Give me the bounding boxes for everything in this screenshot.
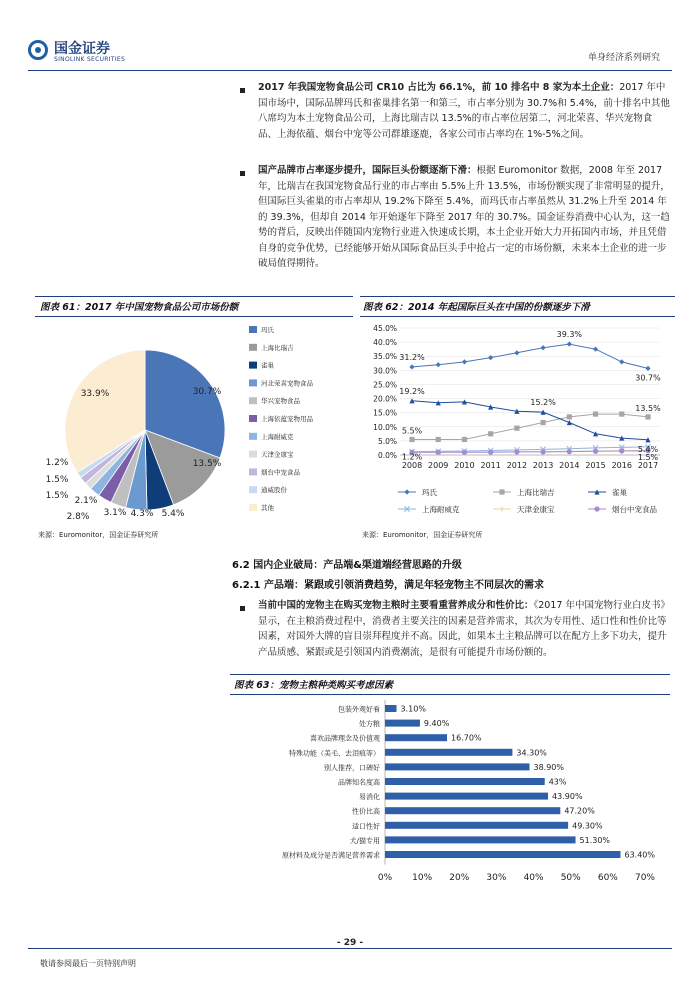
bar-value-label: 49.30%	[572, 821, 603, 831]
bullet-paragraph-3	[258, 598, 670, 660]
line-point	[593, 411, 598, 416]
category-label: 包装外观好看	[338, 705, 380, 714]
x-tick-label: 2010	[454, 461, 475, 470]
y-tick-label: 10.0%	[373, 422, 397, 432]
figure-rule	[35, 316, 353, 317]
legend-swatch	[249, 468, 257, 475]
report-series: 单身经济系列研究	[587, 53, 660, 63]
bar	[385, 749, 512, 756]
figure-rule	[35, 296, 353, 297]
line-point	[436, 362, 441, 367]
line-point	[514, 350, 519, 355]
bullet-icon	[240, 88, 245, 93]
line-point	[409, 437, 414, 442]
line-point	[567, 449, 572, 454]
line-chart	[360, 320, 675, 525]
bullet-paragraph-1	[258, 80, 670, 142]
brand-name-en: SINOLINK SECURITIES	[54, 56, 126, 63]
legend-label: 玛氏	[422, 488, 437, 497]
line-point	[514, 449, 519, 454]
legend-swatch	[249, 326, 257, 333]
x-tick-label: 70%	[634, 873, 656, 883]
legend-label: 通威股份	[261, 486, 287, 495]
line-point	[488, 450, 493, 455]
line-point	[619, 448, 624, 453]
category-label: 性价比高	[352, 807, 380, 816]
pie-data-label: 1.5%	[45, 475, 69, 485]
category-label: 易消化	[359, 793, 380, 802]
x-tick-label: 2013	[532, 461, 554, 470]
bar-series	[282, 705, 655, 860]
subsection-heading: 6.2.1 产品端：紧跟或引领消费趋势，满足年轻宠物主不同层次的需求	[232, 580, 544, 591]
line-data-label: 15.2%	[530, 398, 556, 408]
bullet-paragraph-2	[258, 163, 670, 272]
bar	[385, 763, 529, 770]
legend-swatch	[249, 379, 257, 386]
legend-swatch	[249, 415, 257, 422]
line-data-label: 31.2%	[399, 352, 425, 362]
bullet-lead: 当前中国的宠物主在购买宠物主粮时主要看重营养成分和性价比：	[258, 600, 534, 611]
bar-value-label: 34.30%	[516, 748, 547, 758]
line-point	[404, 489, 409, 494]
legend-swatch	[249, 344, 257, 351]
figure-62-source: 来源：Euromonitor，国金证券研究所	[362, 531, 483, 539]
bar	[385, 720, 420, 727]
line-point	[593, 347, 598, 352]
figure-rule	[230, 694, 670, 695]
pie-data-label: 2.8%	[66, 512, 90, 522]
x-tick-label: 20%	[449, 873, 470, 883]
pie-slices	[65, 350, 225, 510]
line-point	[567, 414, 572, 419]
line-data-label: 5.4%	[637, 444, 659, 454]
bullet-icon	[240, 606, 245, 611]
category-label: 别人推荐，口碑好	[324, 763, 380, 772]
bar	[385, 807, 560, 814]
category-label: 原材料及成分是否满足营养需求	[282, 851, 380, 860]
y-tick-label: 5.0%	[377, 436, 397, 446]
pie-legend	[249, 325, 314, 512]
bar-value-label: 63.40%	[624, 850, 656, 860]
pie-data-label: 1.5%	[45, 491, 69, 501]
brand-name: 国金证券	[54, 41, 110, 57]
x-tick-label: 2015	[585, 461, 606, 470]
category-label: 犬/猫专用	[349, 836, 380, 845]
line-point	[462, 450, 467, 455]
figure-rule	[360, 296, 675, 297]
category-label: 喜欢品牌理念及价值观	[310, 734, 380, 743]
bullet-body: 根据 Euromonitor 数据，2008 年至 2017 年，比瑞吉在我国宠物食品行业的市占率由 5.5%上升 13.5%，市场份额实现了非常明显的提升，但国际巨头雀巢的市占率却从 19.2%下降至 5.4%，而玛氏市占率虽然从 31.2%上升至 2014 年的 39.3%，但却自 2014 年开始逐年下降至 2017 年的 30.7%。国金证券消费中心认为，这一趋势的背后，反映出伴随国内宠物行业进入快速成长期，本土企业开始大力开拓国内市场，并且凭借自身的竞争优势，已经能够开始从国际食品巨头手中抢占一定的市场份额，未来本土企业的进一步破局值得期待。	[258, 165, 670, 269]
y-tick-label: 30.0%	[373, 366, 397, 376]
category-label: 特殊功能（美毛、去泪痕等）	[289, 749, 380, 758]
line-point	[436, 437, 441, 442]
line-point	[499, 489, 504, 494]
pie-data-label: 4.3%	[130, 509, 154, 519]
header-rule	[28, 70, 672, 71]
line-data-label: 1.2%	[401, 452, 423, 462]
y-tick-label: 15.0%	[373, 408, 397, 418]
x-tick-label: 30%	[486, 873, 507, 883]
line-point	[567, 420, 572, 425]
line-point	[462, 359, 467, 364]
figure-61-title: 图表 61：2017 年中国宠物食品公司市场份额	[40, 302, 239, 313]
line-data-label: 30.7%	[635, 373, 661, 383]
x-tick-label: 10%	[412, 873, 433, 883]
legend-label: 玛氏	[261, 326, 274, 334]
bar-value-label: 47.20%	[564, 806, 595, 816]
x-tick-label: 2008	[401, 461, 423, 470]
x-tick-label: 40%	[523, 873, 544, 883]
bar	[385, 734, 447, 741]
y-tick-label: 45.0%	[373, 324, 397, 333]
figure-63-title: 图表 63：宠物主粮种类购买考虑因素	[234, 680, 394, 691]
line-point	[619, 359, 624, 364]
category-label: 适口性好	[352, 822, 380, 831]
line-point	[645, 414, 650, 419]
line-legend	[398, 487, 657, 514]
x-tick-label: 2009	[428, 461, 449, 470]
line-data-label: 1.5%	[637, 452, 659, 462]
line-point	[436, 450, 441, 455]
line-point	[462, 437, 467, 442]
line-data-label: 13.5%	[635, 403, 661, 413]
legend-swatch	[249, 433, 257, 440]
line-point	[409, 364, 414, 369]
bar-value-label: 16.70%	[451, 733, 482, 743]
line-data-label: 39.3%	[556, 330, 583, 340]
pie-data-label: 33.9%	[80, 389, 110, 399]
line-axis	[373, 324, 660, 470]
legend-label: 上海比瑞吉	[261, 343, 294, 352]
pie-data-label: 13.5%	[192, 459, 222, 469]
bar-value-label: 38.90%	[533, 762, 565, 772]
pie-data-label: 30.7%	[192, 387, 222, 397]
bar-value-label: 3.10%	[400, 704, 426, 714]
figure-rule	[230, 674, 670, 675]
pie-data-label: 1.2%	[45, 458, 69, 468]
pie-data-label: 3.1%	[103, 508, 127, 518]
legend-swatch	[249, 362, 257, 369]
footer-disclaimer: 敬请参阅最后一页特别声明	[40, 959, 136, 968]
x-tick-label: 0%	[377, 873, 393, 883]
pie-chart	[35, 320, 353, 525]
bullet-lead: 国产品牌市占率逐步提升，国际巨头份额逐渐下滑：	[258, 165, 477, 176]
line-point	[488, 431, 493, 436]
x-tick-label: 2014	[559, 461, 580, 470]
figure-62-title: 图表 62：2014 年起国际巨头在中国的份额逐步下滑	[363, 302, 590, 313]
y-tick-label: 40.0%	[373, 338, 397, 348]
line-data-label: 19.2%	[399, 386, 425, 396]
bullet-lead: 2017 年我国宠物食品公司 CR10 占比为 66.1%，前 10 排名中 8 家为本土企业：	[258, 82, 620, 93]
x-tick-label: 2017	[637, 461, 659, 470]
category-label: 品牌知名度高	[338, 778, 380, 787]
bullet-icon	[240, 171, 245, 176]
legend-label: 雀巢	[261, 361, 274, 370]
x-tick-label: 2012	[506, 461, 528, 470]
bar	[385, 705, 397, 712]
y-tick-label: 35.0%	[373, 352, 397, 362]
line-point	[541, 345, 546, 350]
bar	[385, 851, 620, 858]
legend-label: 烟台中宠食品	[261, 468, 300, 477]
legend-label: 上海耐威克	[422, 505, 460, 514]
line-point	[541, 449, 546, 454]
legend-label: 上海依蕴宠物用品	[261, 415, 313, 423]
line-point	[619, 411, 624, 416]
legend-label: 上海比瑞吉	[517, 488, 555, 497]
bullet-body: 2017 年中国市场中，国际品牌玛氏和雀巢排名第一和第三，市占率分别为 30.7%和 5.4%，前十排名中其他八席均为本土宠物食品公司，上海比瑞吉以 13.5%的市占率位居第二，河北荣喜、华兴宠物食品、上海依蕴、烟台中宠等公司群雄逐鹿，各家公司市占率均在 1%-5%之间。	[258, 82, 670, 140]
footer-rule	[28, 948, 672, 949]
line-point	[541, 420, 546, 425]
line-data-label: 5.5%	[401, 426, 423, 436]
legend-label: 华兴宠物食品	[261, 397, 300, 406]
line-point	[594, 506, 599, 511]
x-tick-label: 60%	[597, 873, 618, 883]
legend-swatch	[249, 397, 257, 404]
brand-logo-icon	[28, 40, 48, 60]
y-tick-label: 0.0%	[377, 451, 397, 460]
figure-61-source: 来源：Euromonitor，国金证券研究所	[38, 531, 159, 539]
x-tick-label: 2016	[611, 461, 632, 470]
bar	[385, 836, 576, 843]
bar-value-label: 9.40%	[423, 719, 450, 729]
legend-swatch	[249, 486, 257, 493]
legend-label: 天津金康宝	[261, 450, 294, 459]
line-point	[514, 426, 519, 431]
bar-value-label: 43.90%	[552, 792, 583, 802]
category-label: 处方粮	[359, 720, 380, 729]
y-tick-label: 20.0%	[373, 394, 397, 404]
bar	[385, 793, 548, 800]
legend-swatch	[249, 451, 257, 458]
legend-label: 其他	[261, 504, 274, 512]
legend-swatch	[249, 504, 257, 511]
bar-value-label: 51.30%	[579, 835, 611, 845]
line-point	[499, 506, 504, 511]
section-heading: 6.2 国内企业破局：产品端&渠道端经营思路的升级	[232, 560, 462, 571]
line-point	[593, 449, 598, 454]
legend-label: 河北荣喜宠物食品	[261, 379, 313, 388]
legend-label: 上海耐威克	[261, 432, 294, 441]
bar	[385, 778, 545, 785]
legend-label: 雀巢	[612, 488, 627, 497]
bar-chart	[230, 698, 670, 890]
y-tick-label: 25.0%	[373, 380, 397, 390]
line-point	[488, 355, 493, 360]
bar	[385, 822, 568, 829]
page-number: - 29 -	[336, 938, 364, 948]
pie-data-label: 2.1%	[74, 496, 98, 506]
pie-data-label: 5.4%	[161, 509, 185, 519]
x-tick-label: 2011	[480, 461, 501, 470]
legend-label: 天津金康宝	[517, 505, 555, 514]
legend-label: 烟台中宠食品	[612, 505, 657, 514]
figure-rule	[360, 316, 675, 317]
bar-value-label: 43%	[548, 777, 567, 787]
bullet-body: 《2017 年中国宠物行业白皮书》显示，在主粮消费过程中，消费者主要关注的因素是营养需求，其次为专用性、适口性和性价比等因素，对国外大牌的盲目崇拜程度并不高。因此，如果本土主粮品牌可以在配方上多下功夫，提升产品质感、紧跟或是引领国内消费潮流，是很有可能提升市场份额的。	[258, 600, 670, 658]
x-tick-label: 50%	[560, 873, 581, 883]
